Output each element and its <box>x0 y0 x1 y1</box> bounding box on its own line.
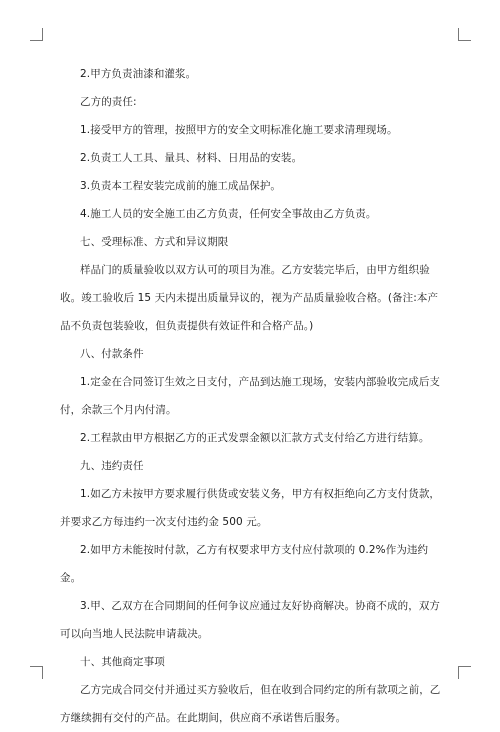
paragraph-b-duty-2: 2.负责工人工具、量具、材料、日用品的安装。 <box>80 152 303 164</box>
paragraph-b-duty-4: 4.施工人员的安全施工由乙方负责，任何安全事故由乙方负责。 <box>80 208 377 220</box>
paragraph-breach-2: 2.如甲方未能按时付款，乙方有权要求甲方支付应付款项的 0.2%作为违约金。 <box>60 544 429 584</box>
paragraph-breach-1: 1.如乙方未按甲方要求履行供货或安装义务，甲方有权拒绝向乙方支付货款，并要求乙方每违约一次支付违约金 500 元。 <box>60 488 441 528</box>
paragraph-payment-1: 1.定金在合同签订生效之日支付，产品到达施工现场，安装内部验收完成后支付，余款三个月内付清。 <box>60 376 441 416</box>
crop-mark-bottom-left <box>30 666 43 679</box>
crop-mark-top-left <box>30 28 43 41</box>
paragraph-acceptance: 样品门的质量验收以双方认可的项目为准。乙方安装完毕后，由甲方组织验收。竣工验收后 15 天内未提出质量异议的，视为产品质量验收合格。(备注:本产品不负责包装验收，但负责提供有效证件和合格产品。) <box>60 264 439 332</box>
section-heading-10: 十、其他商定事项 <box>80 656 165 668</box>
paragraph-b-duty-1: 1.接受甲方的管理，按照甲方的安全文明标准化施工要求清理现场。 <box>80 124 398 136</box>
paragraph-payment-2: 2.工程款由甲方根据乙方的正式发票金额以汇款方式支付给乙方进行结算。 <box>80 432 430 444</box>
paragraph-b-duty-3: 3.负责本工程安装完成前的施工成品保护。 <box>80 180 282 192</box>
paragraph-party-a-painting: 2.甲方负责油漆和灌浆。 <box>80 68 197 80</box>
paragraph-breach-3: 3.甲、乙双方在合同期间的任何争议应通过友好协商解决。协商不成的，双方可以向当地人民法院申请裁决。 <box>60 600 441 640</box>
paragraph-party-b-heading: 乙方的责任: <box>80 96 137 108</box>
paragraph-other-matters: 乙方完成合同交付并通过买方验收后，但在收到合同约定的所有款项之前，乙方继续拥有交付的产品。在此期间，供应商不承诺售后服务。 <box>60 684 441 724</box>
document-body <box>60 60 444 732</box>
section-heading-9: 九、违约责任 <box>80 460 144 472</box>
crop-mark-bottom-right <box>458 666 471 679</box>
section-heading-7: 七、受理标准、方式和异议期限 <box>80 236 229 248</box>
crop-mark-top-right <box>458 28 471 41</box>
section-heading-8: 八、付款条件 <box>80 348 144 360</box>
